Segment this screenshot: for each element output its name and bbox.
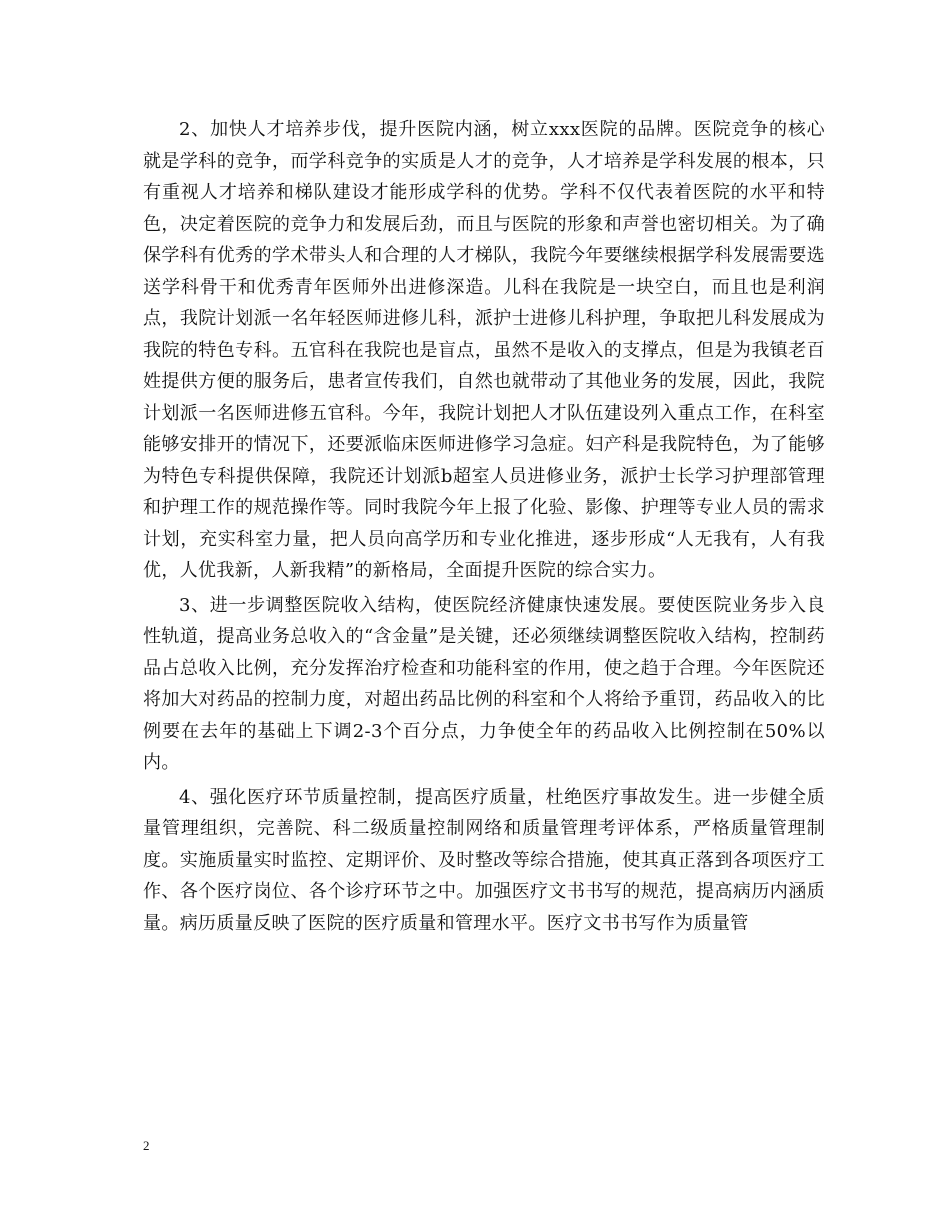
page-number: 2: [143, 1138, 150, 1153]
paragraph-quality-control: 4、强化医疗环节质量控制，提高医疗质量，杜绝医疗事故发生。进一步健全质量管理组织，完善院、科二级质量控制网络和质量管理考评体系，严格质量管理制度。实施质量实时监控、定期评价、及时整改等综合措施，使其真正落到各项医疗工作、各个医疗岗位、各个诊疗环节之中。加强医疗文书书写的规范，提高病历内涵质量。病历质量反映了医院的医疗质量和管理水平。医疗文书书写作为质量管: [143, 786, 825, 934]
document-body: [143, 114, 825, 939]
paragraph-talent-training: 2、加快人才培养步伐，提升医院内涵，树立xxx医院的品牌。医院竞争的核心就是学科的竞争，而学科竞争的实质是人才的竞争，人才培养是学科发展的根本，只有重视人才培养和梯队建设才能形成学科的优势。学科不仅代表着医院的水平和特色，决定着医院的竞争力和发展后劲，而且与医院的形象和声誉也密切相关。为了确保学科有优秀的学术带头人和合理的人才梯队，我院今年要继续根据学科发展需要选送学科骨干和优秀青年医师外出进修深造。儿科在我院是一块空白，而且也是利润点，我院计划派一名年轻医师进修儿科，派护士进修儿科护理，争取把儿科发展成为我院的特色专科。五官科在我院也是盲点，虽然不是收入的支撑点，但是为我镇老百姓提供方便的服务后，患者宣传我们，自然也就带动了其他业务的发展，因此，我院计划派一名医师进修五官科。今年，我院计划把人才队伍建设列入重点工作，在科室能够安排开的情况下，还要派临床医师进修学习急症。妇产科是我院特色，为了能够为特色专科提供保障，我院还计划派b超室人员进修业务，派护士长学习护理部管理和护理工作的规范操作等。同时我院今年上报了化验、影像、护理等专业人员的需求计划，充实科室力量，把人员向高学历和专业化推进，逐步形成“人无我有，人有我优，人优我新，人新我精”的新格局，全面提升医院的综合实力。: [143, 119, 825, 581]
paragraph-income-structure: 3、进一步调整医院收入结构，使医院经济健康快速发展。要使医院业务步入良性轨道，提高业务总收入的“含金量”是关键，还必须继续调整医院收入结构，控制药品占总收入比例，充分发挥治疗检查和功能科室的作用，使之趋于合理。今年医院还将加大对药品的控制力度，对超出药品比例的科室和个人将给予重罚，药品收入的比例要在去年的基础上下调2-3个百分点，力争使全年的药品收入比例控制在50%以内。: [143, 594, 825, 773]
